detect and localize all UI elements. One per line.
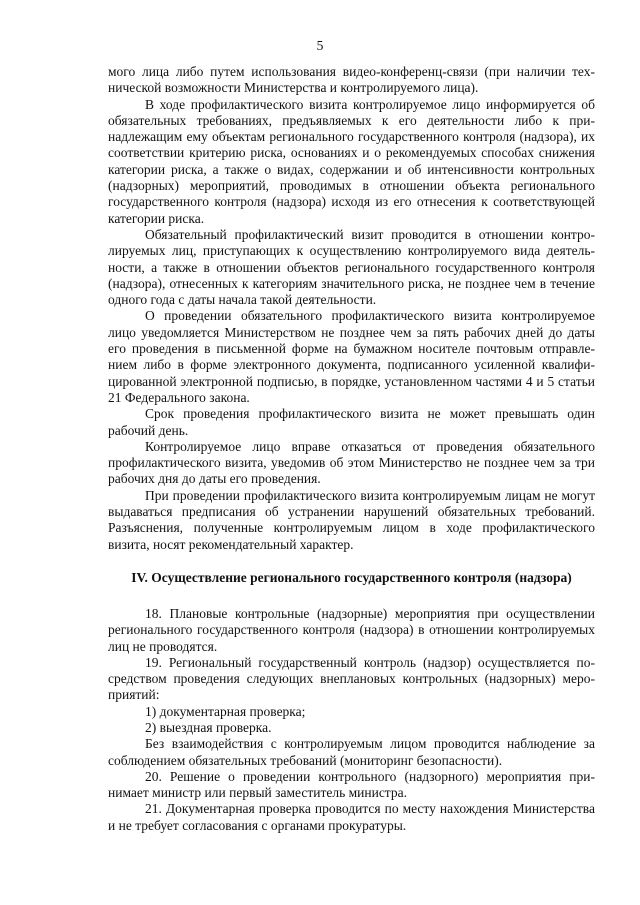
paragraph-item-21: 21. Документарная проверка проводится по месту нахождения Министерства и не требует согласования с органами прокуратуры. — [108, 801, 595, 833]
paragraph-continuation: мого лица либо путем использования видео-конференц-связи (при наличии технической возможности Министерства и контролируемого лица). — [108, 64, 595, 96]
paragraph-visit-explanations: При проведении профилактического визита контролируемым лицам не могут выдаваться предписания об устранении нарушений обязательных требований. Разъяснения, полученные контролируемым лицом в ходе профилактического визита, носят рекомендательный характер. — [108, 487, 595, 552]
paragraph-visit-information: В ходе профилактического визита контролируемое лицо информируется об обязательных требованиях, предъявляемых к его деятельности либо к принадлежащим ему объектам регионального государственного контроля (надзора), их соответствии критерию риска, основаниях и о рекомендуемых способах снижения категории риска, а также о видах, содержании и об интенсивности контрольных (надзорных) мероприятий, проводимых в отношении объекта регионального государственного контроля (надзора) исходя из его отнесения к соответствующей категории риска. — [108, 96, 595, 226]
paragraph-item-20: 20. Решение о проведении контрольного (надзорного) мероприятия принимает министр или первый заместитель министра. — [108, 768, 595, 801]
paragraph-mandatory-visit: Обязательный профилактический визит проводится в отношении контролируемых лиц, приступающих к осуществлению контролируемого вида деятельности, а также в отношении объектов регионального государственного контроля (надзора), отнесенных к категориям значительного риска, не позднее чем в течение одного года с даты начала такой деятельности. — [108, 226, 595, 308]
paragraph-visit-notification: О проведении обязательного профилактического визита контролируемое лицо уведомляется Министерством не позднее чем за пять рабочих дней до даты его проведения в письменной форме на бумажном носителе почтовым отправлением либо в форме электронного документа, подписанного усиленной квалифицированной электронной подписью, в порядке, установленном частями 4 и 5 статьи 21 Федерального закона. — [108, 308, 595, 405]
paragraph-visit-duration: Срок проведения профилактического визита не может превышать один рабочий день. — [108, 406, 595, 438]
section-heading: IV. Осуществление регионального государственного контроля (надзора) — [131, 569, 572, 585]
paragraph-monitoring: Без взаимодействия с контролируемым лицом проводится наблюдение за соблюдением обязательных требований (мониторинг безопасности). — [108, 736, 595, 768]
list-item-field-check: 2) выездная проверка. — [145, 719, 272, 735]
paragraph-item-18: 18. Плановые контрольные (надзорные) мероприятия при осуществлении регионального государственного контроля (надзора) в отношении контролируемых лиц не проводятся. — [108, 605, 595, 654]
page-number: 5 — [316, 38, 324, 53]
list-item-documentary-check: 1) документарная проверка; — [145, 703, 306, 719]
document-body — [108, 64, 595, 834]
paragraph-visit-refusal: Контролируемое лицо вправе отказаться от проведения обязательного профилактического визита, уведомив об этом Министерство не позднее чем за три рабочих дня до даты его проведения. — [108, 438, 595, 487]
paragraph-item-19: 19. Региональный государственный контроль (надзор) осуществляется посредством проведения следующих внеплановых контрольных (надзорных) мероприятий: — [108, 654, 595, 703]
